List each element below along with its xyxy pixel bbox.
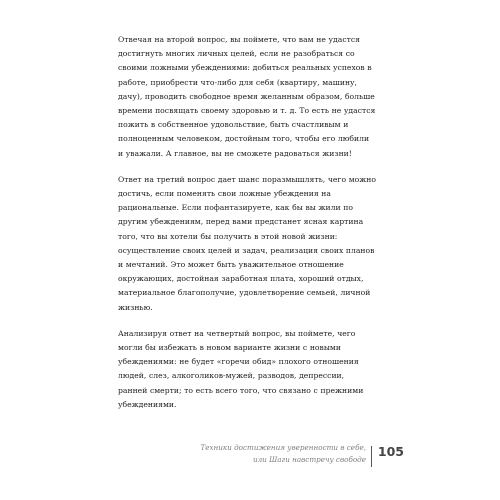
page-footer bbox=[190, 442, 404, 476]
running-head-line-1: Техники достижения уверенности в себе, bbox=[200, 443, 366, 452]
paragraph-1: Отвечая на второй вопрос, вы поймете, что вам не удастся достигнуть многих личных целей, если не разобраться со своими ложными убеждениями: добиться реальных успехов в работе, приобрести что-либо для себя (квартиру, машину, дачу), проводить свободное время желанным образом, больше времени посвящать своему здоровью и т. д. То есть не удастся пожить в собственное удовольствие, быть счастливым и полноценным человеком, достойным того, чтобы его любили и уважали. А главное, вы не сможете радоваться жизни! bbox=[118, 35, 376, 158]
page-body bbox=[118, 33, 376, 423]
running-head-line-2: или Шаги навстречу свободе bbox=[252, 454, 366, 464]
footer-divider bbox=[371, 446, 373, 467]
paragraph-3: Анализируя ответ на четвертый вопрос, вы поймете, чего могли бы избежать в новом варианте жизни с новыми убеждениями: не будет «горечи обид» плохого отношения людей, слез, алкоголиков-мужей, разводов, депрессии, ранней смерти; то есть всего того, что связано с прежними убеждениями. bbox=[118, 328, 364, 409]
running-head bbox=[176, 442, 366, 465]
paragraph-2: Ответ на третий вопрос дает шанс поразмышлять, чего можно достичь, если поменять свои ложные убеждения на рациональные. Если пофантазируете, как бы вы жили по другим убеждениям, перед вами предстанет ясная картина того, что вы хотели бы получить в этой новой жизни: осуществление своих целей и задач, реализация своих планов и мечтаний. Это может быть уважительное отношение окружающих, достойная заработная плата, хороший отдых, материальное благополучие, удовлетворение семьей, личной жизнью. bbox=[118, 174, 377, 312]
page-number: 105 bbox=[377, 444, 404, 459]
